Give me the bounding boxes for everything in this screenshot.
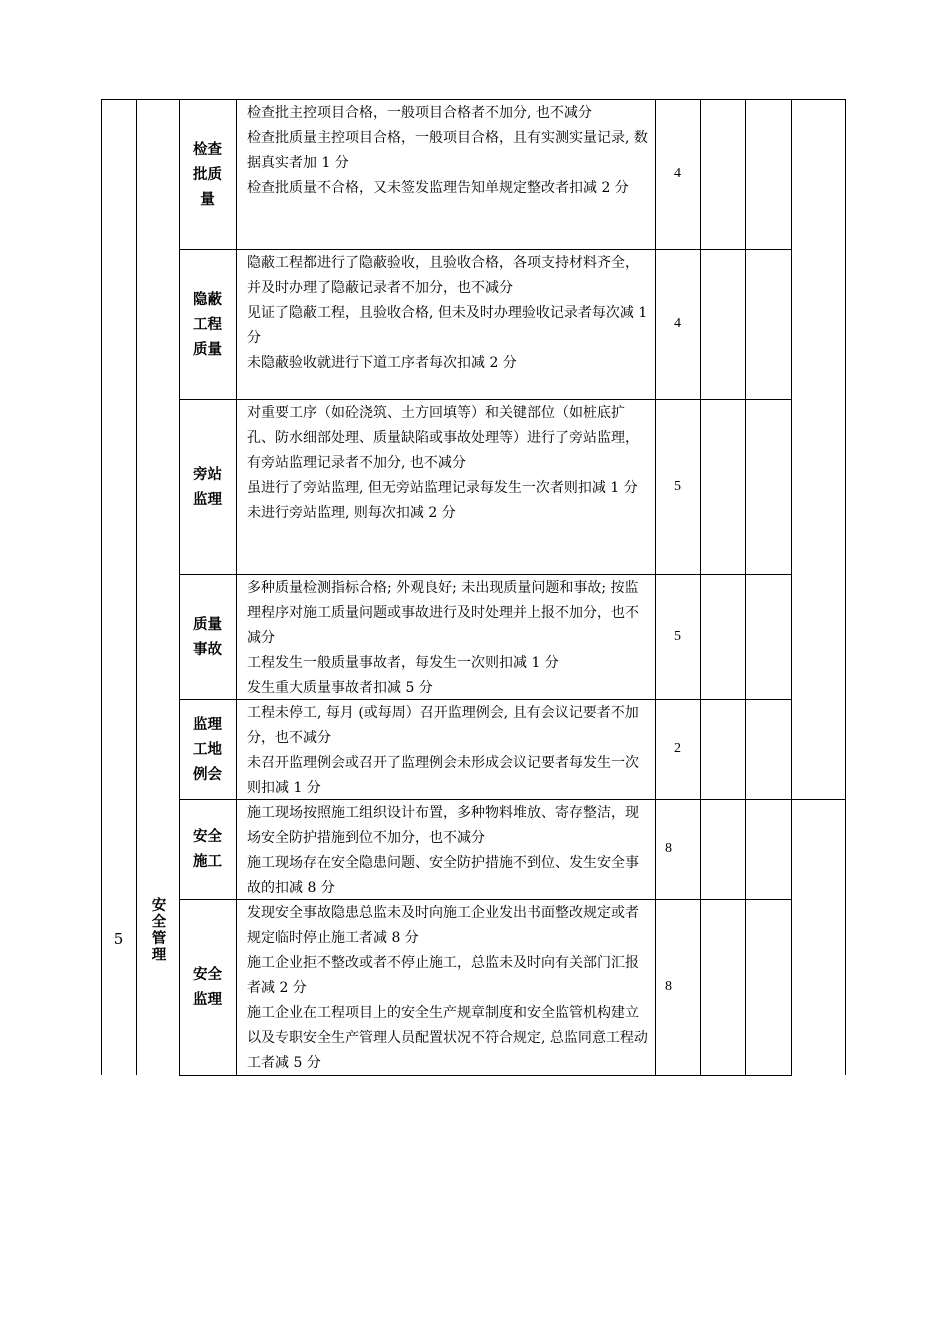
criteria-cell: [236, 799, 655, 899]
subcategory-label: 工程: [193, 315, 222, 333]
subcategory-label: 安全: [193, 828, 222, 845]
criteria-text: 施工现场按照施工组织设计布置，多种物料堆放、寄存整洁，现场安全防护措施到位不加分，也不减分: [247, 805, 639, 846]
criteria-text: 施工现场存在安全隐患问题、安全防护措施不到位、发生安全事故的扣减 8 分: [247, 855, 639, 896]
criteria-cell: [236, 574, 655, 699]
subcategory-label: 隐蔽: [193, 290, 222, 308]
score-cell: 8: [665, 979, 672, 994]
subcategory-label: 批质: [193, 165, 222, 183]
grid-line: [791, 99, 792, 1075]
subcategory-label: 旁站: [193, 465, 222, 483]
score-cell: 4: [674, 166, 681, 181]
criteria-text: 隐蔽工程都进行了隐蔽验收，且验收合格，各项支持材料齐全，并及时办理了隐蔽记录者不加分，也不减分: [247, 255, 639, 296]
subcategory-cell: [179, 699, 236, 799]
subcategory-label: 事故: [193, 640, 222, 658]
criteria-text: 未召开监理例会或召开了监理例会未形成会议记要者每发生一次则扣减 1 分: [247, 755, 639, 796]
subcategory-cell: [179, 799, 236, 899]
criteria-text: 未进行旁站监理, 则每次扣减 2 分: [247, 505, 456, 521]
grid-line: [700, 99, 701, 1075]
subcategory-label: 监理: [193, 715, 222, 733]
subcategory-cell: [179, 574, 236, 699]
criteria-text: 对重要工序（如砼浇筑、土方回填等）和关键部位（如桩底扩孔、防水细部处理、质量缺陷或事故处理等）进行了旁站监理，有旁站监理记录者不加分, 也不减分: [247, 405, 639, 471]
criteria-text: 虽进行了旁站监理, 但无旁站监理记录每发生一次者则扣减 1 分: [247, 480, 638, 496]
criteria-cell: [236, 699, 655, 799]
score-cell: 5: [674, 628, 681, 644]
criteria-cell: [236, 249, 655, 399]
criteria-text: 多种质量检测指标合格; 外观良好; 未出现质量问题和事故; 按监理程序对施工质量问题或事故进行及时处理并上报不加分，也不减分: [247, 580, 639, 646]
criteria-text: 见证了隐蔽工程，且验收合格, 但未及时办理验收记录者每次减 1 分: [247, 305, 648, 346]
criteria-text: 检查批主控项目合格，一般项目合格者不加分, 也不减分: [247, 105, 592, 121]
criteria-text: 检查批质量不合格，又未签发监理告知单规定整改者扣减 2 分: [247, 180, 629, 196]
criteria-text: 未隐蔽验收就进行下道工序者每次扣减 2 分: [247, 355, 517, 371]
criteria-text: 发生重大质量事故者扣减 5 分: [247, 680, 433, 696]
grid-line: [845, 99, 846, 1075]
subcategory-label: 监理: [193, 991, 222, 1008]
criteria-text: 检查批质量主控项目合格，一般项目合格，且有实测实量记录, 数据真实者加 1 分: [247, 130, 648, 171]
subcategory-label: 监理: [193, 490, 222, 508]
criteria-cell: [236, 399, 655, 574]
subcategory-label: 施工: [193, 853, 222, 870]
subcategory-cell: [179, 399, 236, 574]
score-cell: 8: [665, 841, 672, 856]
subcategory-label: 例会: [193, 765, 222, 783]
subcategory-label: 安全: [193, 966, 222, 983]
criteria-text: 施工企业拒不整改或者不停止施工，总监未及时向有关部门汇报者减 2 分: [247, 955, 639, 996]
criteria-cell: [236, 899, 655, 1075]
subcategory-cell: [179, 249, 236, 399]
score-cell: 4: [674, 316, 681, 331]
section-number: 5: [113, 930, 124, 948]
subcategory-label: 检查: [193, 140, 222, 158]
subcategory-label: 质量: [193, 340, 222, 358]
criteria-text: 施工企业在工程项目上的安全生产规章制度和安全监管机构建立以及专职安全生产管理人员配置状况不符合规定, 总监同意工程动工者减 5 分: [247, 1005, 648, 1071]
criteria-text: 工程发生一般质量事故者，每发生一次则扣减 1 分: [247, 655, 559, 671]
criteria-text: 工程未停工, 每月 (或每周）召开监理例会, 且有会议记要者不加分，也不减分: [247, 705, 639, 746]
subcategory-cell: [179, 99, 236, 249]
score-cell: 2: [674, 741, 681, 756]
category-label: 安全管理: [149, 897, 167, 963]
subcategory-cell: [179, 899, 236, 1075]
criteria-text: 发现安全事故隐患总监未及时向施工企业发出书面整改规定或者规定临时停止施工者减 8 分: [247, 905, 639, 946]
subcategory-label: 工地: [193, 740, 222, 758]
grid-line: [745, 99, 746, 1075]
subcategory-label: 质量: [193, 615, 222, 633]
criteria-cell: [236, 99, 655, 249]
score-cell: 5: [674, 478, 681, 494]
subcategory-label: 量: [200, 190, 215, 208]
